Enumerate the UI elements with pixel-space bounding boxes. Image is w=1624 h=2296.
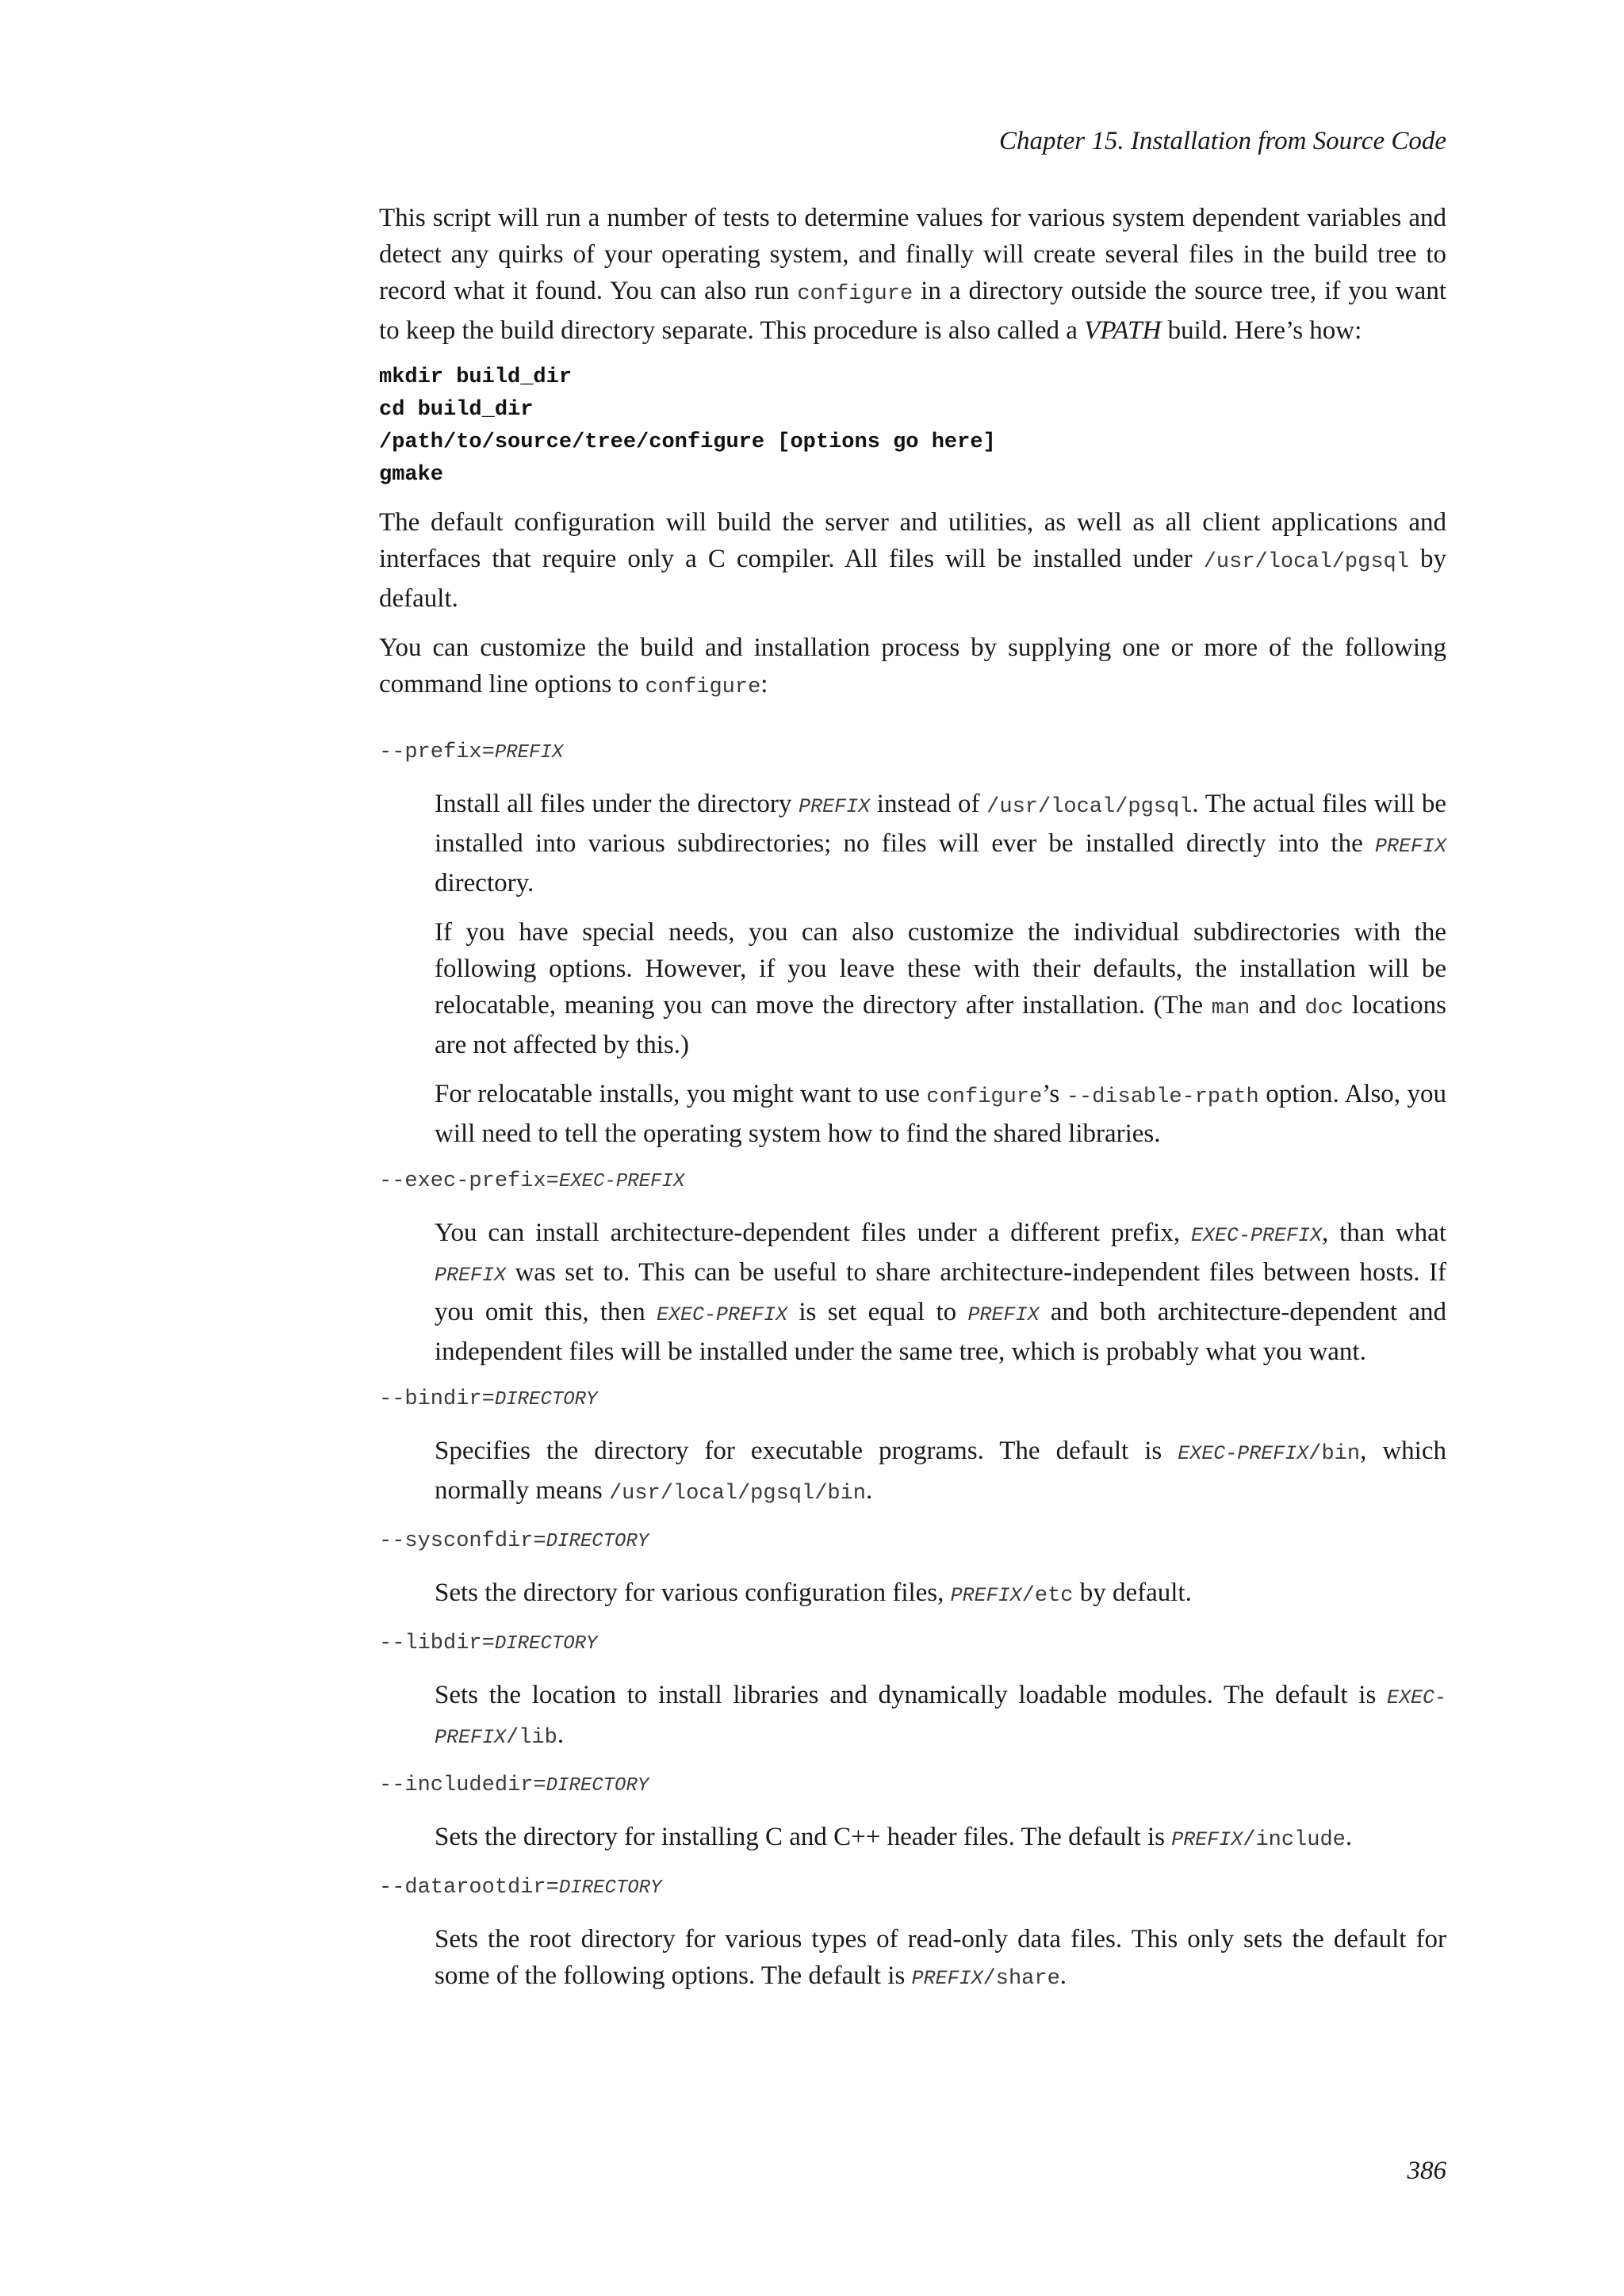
command-line: cd build_dir [379,398,534,422]
emphasis: VPATH [1084,316,1162,345]
intro-paragraph: This script will run a number of tests to determine values for various system dependent variables and detect any quirks of your operating system, and finally will create several files in the build tree to record what it found. You can also run configure in a directory outside the source tree, if you want to keep the build directory separate. This procedure is also called a VPATH build. Here’s how: [379,204,1446,345]
option-libdir: --libdir=DIRECTORY [379,1632,598,1655]
default-config-paragraph: The default configuration will build the server and utilities, as well as all client applications and interfaces that require only a C compiler. All files will be installed under /usr/local/pgsql by default. [379,508,1447,613]
option-bindir-description: Specifies the directory for executable programs. The default is EXEC-PREFIX/bin, which normally means /usr/local/pgsql/bin. [435,1437,1446,1506]
inline-code: configure [797,282,914,306]
option-includedir: --includedir=DIRECTORY [379,1774,649,1797]
option-sysconfdir: --sysconfdir=DIRECTORY [379,1529,649,1553]
command-line: mkdir build_dir [379,365,573,389]
customize-paragraph: You can customize the build and installation process by supplying one or more of the following command line options to configure: [379,633,1446,699]
option-prefix-description: Install all files under the directory PREFIX instead of /usr/local/pgsql. The actual files will be installed into various subdirectories; no files will ever be installed directly into the PREFIX directory. If you have special needs, you can also customize the individual subdirectories with the following options. However, if you leave these with their defaults, the installation will be relocatable, meaning you can move the directory after installation. (The man and doc locations are not affected by this.) For relocatable installs, you might want to use configure’s --disable-rpath option. Also, you will need to tell the operating system how to find the shared libraries. [435,790,1447,1148]
option-sysconfdir-description: Sets the directory for various configuration files, PREFIX/etc by default. [435,1578,1192,1608]
inline-code: configure [645,675,761,699]
option-prefix: --prefix=PREFIX [379,740,564,764]
inline-code: /usr/local/pgsql [1203,550,1409,574]
option-exec-prefix-description: You can install architecture-dependent files under a different prefix, EXEC-PREFIX, than what PREFIX was set to. This can be useful to share architecture-independent files between hosts. If you omit this, then EXEC-PREFIX is set equal to PREFIX and both architecture-dependent and independent files will be installed under the same tree, which is probably what you want. [435,1219,1446,1366]
command-block [379,362,1446,492]
option-list [379,737,1446,1997]
running-header: Chapter 15. Installation from Source Code [998,127,1446,155]
option-datarootdir: --datarootdir=DIRECTORY [379,1876,662,1900]
option-includedir-description: Sets the directory for installing C and C++ header files. The default is PREFIX/include. [435,1823,1353,1852]
option-libdir-description: Sets the location to install libraries and dynamically loadable modules. The default is EXEC-PREFIX/lib. [435,1681,1446,1750]
command-line: /path/to/source/tree/configure [options go here] [379,430,996,454]
page-number: 386 [1407,2156,1446,2185]
option-exec-prefix: --exec-prefix=EXEC-PREFIX [379,1169,685,1193]
option-bindir: --bindir=DIRECTORY [379,1387,598,1411]
option-datarootdir-description: Sets the root directory for various types of read-only data files. This only sets the default for some of the following options. The default is PREFIX/share. [435,1925,1446,1991]
command-line: gmake [379,463,444,487]
page-content [379,200,1446,2011]
